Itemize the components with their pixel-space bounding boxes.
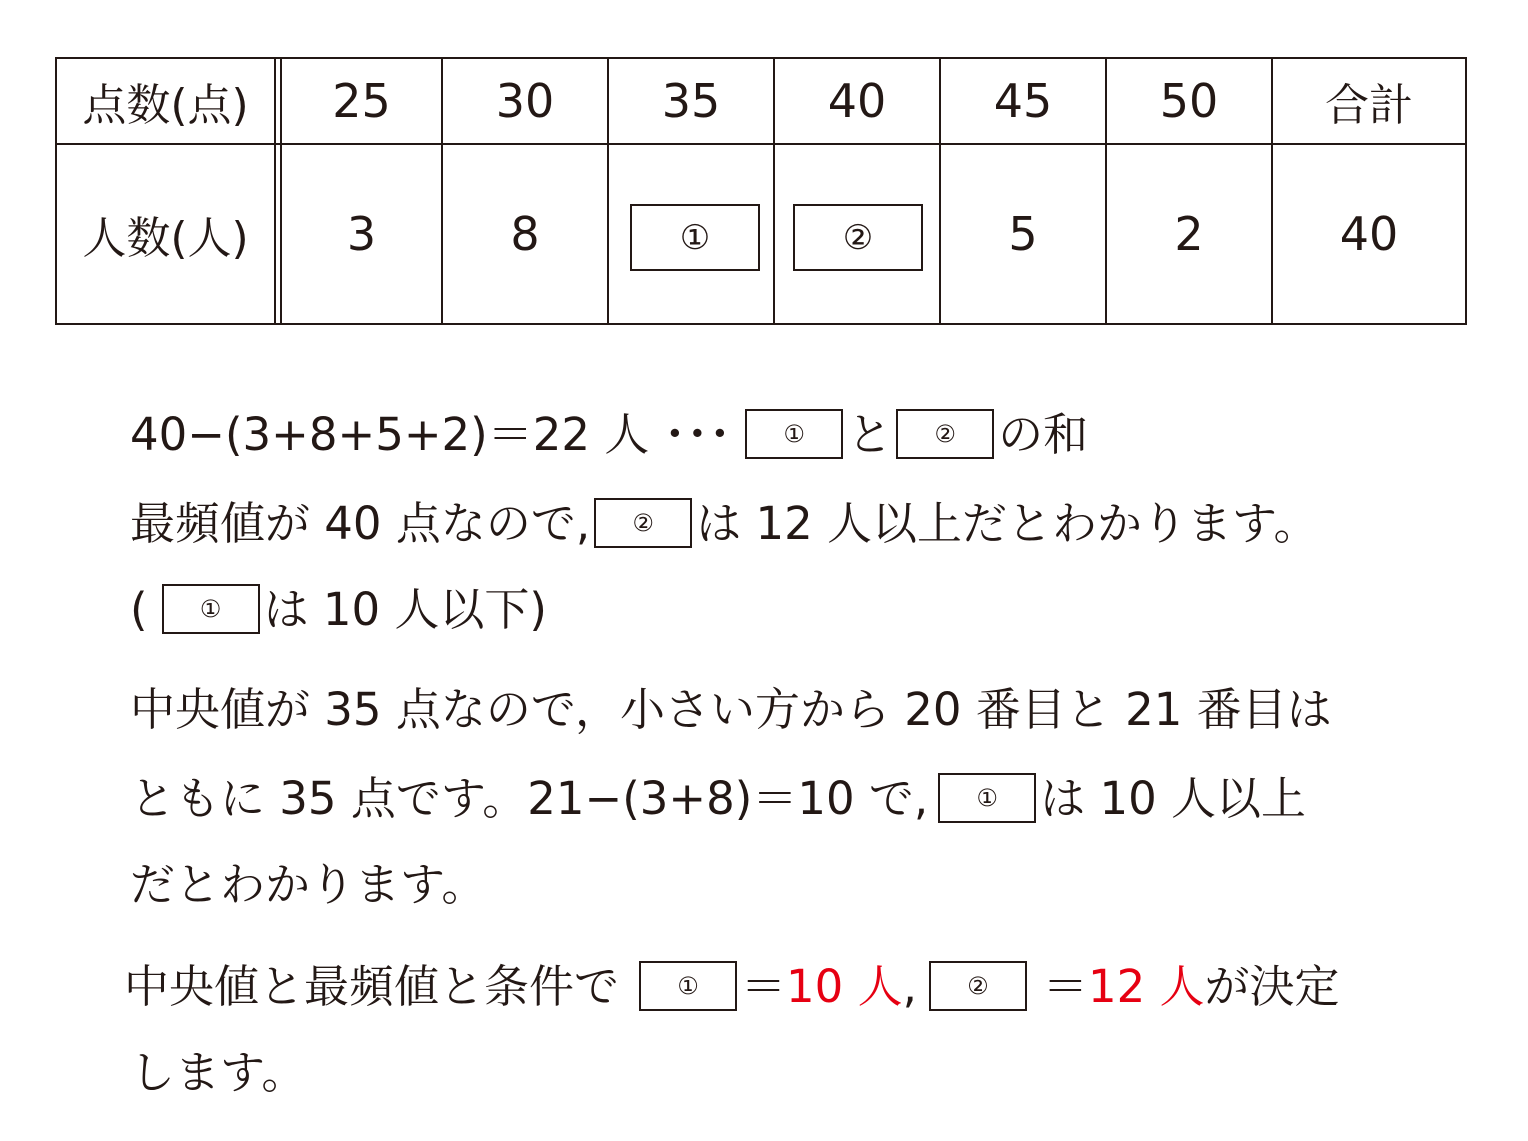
mode-text: 最頻値が 40 点なので, <box>130 496 591 550</box>
column-header-total: 合計 <box>1325 80 1413 131</box>
mode-conclusion-text: は 12 人以上だとわかります。 <box>696 496 1319 550</box>
placeholder-box: ② <box>929 961 1027 1011</box>
lower-bound-text: は 10 人以上 <box>1040 771 1307 825</box>
count-cell-total: 40 <box>1339 207 1399 261</box>
table-double-divider-a <box>274 57 276 325</box>
unknown-box-1: ① <box>630 204 760 271</box>
upper-bound-text: は 10 人以下) <box>263 582 547 636</box>
equals-sign: ＝ <box>1042 959 1088 1013</box>
explanation-line-5 <box>130 772 1306 824</box>
result-intro-text: 中央値と最頻値と条件で <box>124 959 620 1013</box>
sum-text: の和 <box>998 407 1089 461</box>
placeholder-box: ① <box>639 961 737 1011</box>
result-end-text: します。 <box>130 1045 307 1099</box>
count-cell: 2 <box>1174 207 1204 261</box>
connector-text: と <box>847 407 893 461</box>
row-header-people: 人数(人) <box>82 213 249 264</box>
explanation-line-6 <box>130 858 486 910</box>
placeholder-box: ② <box>896 409 994 459</box>
equals-sign: ＝ <box>741 959 787 1013</box>
answer-2: 12 人 <box>1087 959 1205 1013</box>
answer-1: 10 人 <box>786 959 903 1013</box>
median-text: 中央値が 35 点なので，小さい方から 20 番目と 21 番目は <box>130 682 1332 736</box>
result-tail-text: が決定 <box>1204 959 1340 1013</box>
column-header: 30 <box>495 74 555 128</box>
table-border-right <box>1465 57 1467 325</box>
column-header: 35 <box>661 74 721 128</box>
column-header: 25 <box>332 74 391 128</box>
count-cell: 3 <box>346 207 377 261</box>
column-header: 45 <box>993 74 1053 128</box>
comma: , <box>902 959 917 1013</box>
column-header: 50 <box>1159 74 1219 128</box>
equation-text: 40−(3+8+5+2)＝22 人 ･･･ <box>130 407 732 461</box>
count-cell: 8 <box>510 207 540 261</box>
explanation-line-3 <box>130 583 547 635</box>
explanation-line-2 <box>130 497 1318 549</box>
row-header-score: 点数(点) <box>82 80 249 131</box>
explanation-line-8 <box>130 1046 306 1098</box>
table-border-bottom <box>55 323 1467 325</box>
placeholder-box: ① <box>938 773 1036 823</box>
frequency-table <box>55 57 1467 325</box>
column-header: 40 <box>827 74 887 128</box>
placeholder-box: ② <box>594 498 692 548</box>
paren-open: ( <box>130 582 148 636</box>
placeholder-box: ① <box>745 409 843 459</box>
median-calc-text: ともに 35 点です。21−(3+8)＝10 で, <box>130 771 929 825</box>
unknown-box-2: ② <box>793 204 923 271</box>
count-cell: 5 <box>1008 207 1038 261</box>
explanation-line-1 <box>130 408 1088 460</box>
explanation-line-4 <box>130 683 1332 735</box>
placeholder-box: ① <box>162 584 260 634</box>
conclusion-text: だとわかります。 <box>130 857 487 911</box>
explanation-line-7 <box>124 960 1340 1012</box>
